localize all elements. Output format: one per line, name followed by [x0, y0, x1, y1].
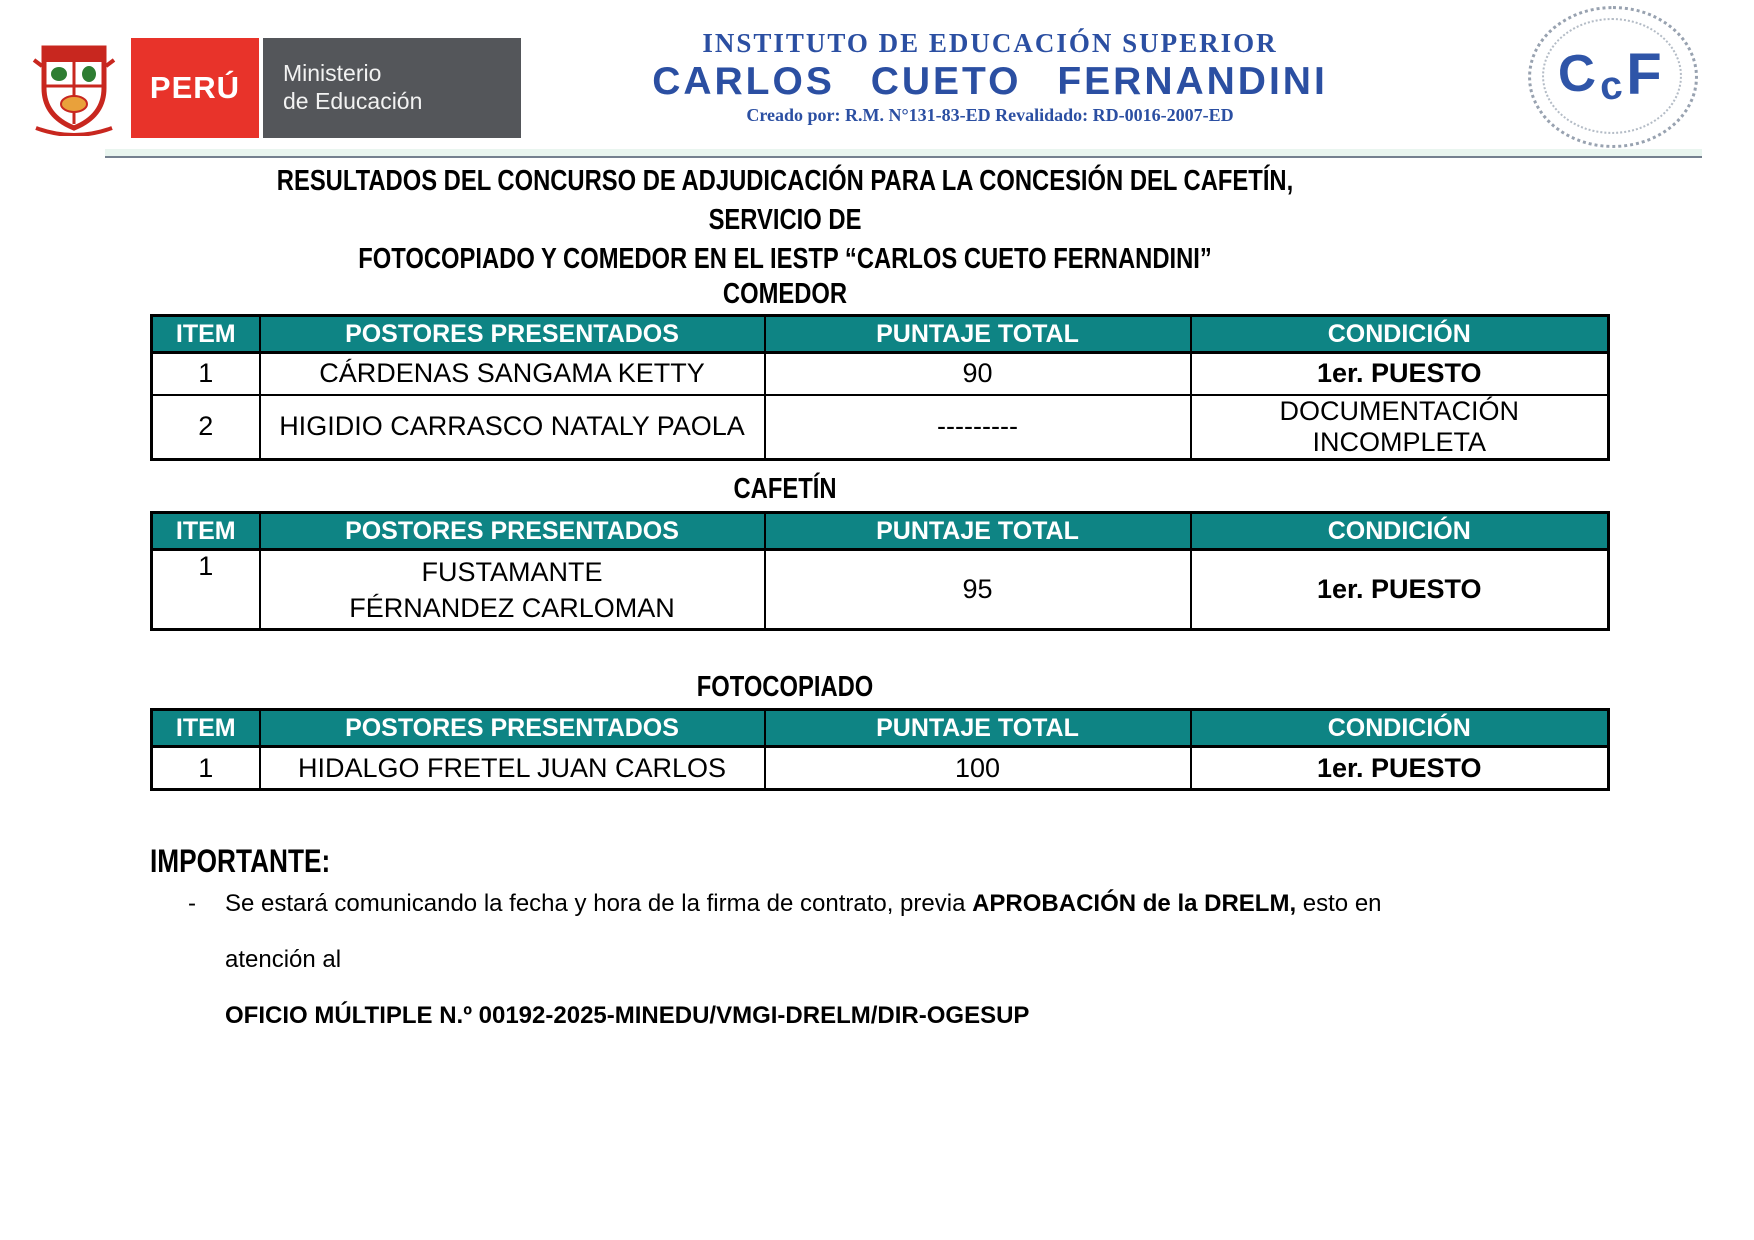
cell-puntaje: 100 [765, 747, 1191, 790]
col-postores: POSTORES PRESENTADOS [260, 513, 765, 550]
header-rule-highlight [105, 149, 1702, 156]
institute-name-line1: INSTITUTO DE EDUCACIÓN SUPERIOR [702, 28, 1278, 58]
institute-seal-icon [1528, 6, 1698, 148]
cell-item: 2 [152, 395, 260, 460]
ministry-line1: Ministerio [283, 60, 382, 86]
ministry-line2: de Educación [283, 88, 423, 114]
page-title [150, 162, 1420, 279]
table-row [152, 550, 1609, 630]
cell-puntaje: 90 [765, 353, 1191, 395]
cafetin-table [150, 511, 1610, 631]
cell-condicion: 1er. PUESTO [1191, 353, 1609, 395]
institute-name-line2: CARLOS CUETO FERNANDINI [652, 60, 1328, 103]
cell-condicion: 1er. PUESTO [1191, 747, 1609, 790]
table-row [152, 353, 1609, 395]
col-postores: POSTORES PRESENTADOS [260, 316, 765, 353]
page-title-line1: RESULTADOS DEL CONCURSO DE ADJUDICACIÓN PARA LA CONCESIÓN DEL CAFETÍN, SERVICIO DE [276, 165, 1294, 236]
institute-resolution-line: Creado por: R.M. N°131-83-ED Revalidado: RD-0016-2007-ED [746, 105, 1234, 125]
table-row [152, 395, 1609, 460]
cell-condicion: 1er. PUESTO [1191, 550, 1609, 630]
section-title-cafetin: CAFETÍN [733, 473, 837, 505]
seal-letters: C c F [1556, 41, 1662, 109]
institute-header [600, 28, 1380, 126]
section-title-comedor: COMEDOR [722, 278, 848, 310]
col-condicion: CONDICIÓN [1191, 513, 1609, 550]
header-rule [105, 156, 1702, 158]
col-postores: POSTORES PRESENTADOS [260, 710, 765, 747]
peru-coat-of-arms-icon [30, 40, 118, 136]
table-row [152, 747, 1609, 790]
importante-bullet [188, 876, 1458, 1044]
page-title-line2: FOTOCOPIADO Y COMEDOR EN EL IESTP “CARLOS CUETO FERNANDINI” [358, 243, 1212, 275]
col-puntaje: PUNTAJE TOTAL [765, 513, 1191, 550]
col-puntaje: PUNTAJE TOTAL [765, 316, 1191, 353]
bullet-line2: OFICIO MÚLTIPLE N.º 00192-2025-MINEDU/VMGI-DRELM/DIR-OGESUP [225, 1002, 1030, 1029]
cell-postor: FUSTAMANTE FÉRNANDEZ CARLOMAN [260, 550, 765, 630]
col-item: ITEM [152, 710, 260, 747]
fotocopiado-header-row [152, 710, 1609, 747]
cell-postor: HIGIDIO CARRASCO NATALY PAOLA [260, 395, 765, 460]
col-item: ITEM [152, 316, 260, 353]
cell-condicion: DOCUMENTACIÓN INCOMPLETA [1191, 395, 1609, 460]
cell-postor: CÁRDENAS SANGAMA KETTY [260, 353, 765, 395]
bullet-seg2: APROBACIÓN de la DRELM, [972, 890, 1297, 917]
cell-item: 1 [152, 353, 260, 395]
cafetin-header-row [152, 513, 1609, 550]
bullet-dash: - [188, 890, 196, 917]
bullet-seg3: esto en atención al [225, 890, 1382, 973]
cell-postor: HIDALGO FRETEL JUAN CARLOS [260, 747, 765, 790]
col-condicion: CONDICIÓN [1191, 710, 1609, 747]
importante-heading: IMPORTANTE: [150, 843, 331, 879]
cell-item: 1 [152, 550, 260, 630]
cell-item: 1 [152, 747, 260, 790]
fotocopiado-table [150, 708, 1610, 791]
col-puntaje: PUNTAJE TOTAL [765, 710, 1191, 747]
section-title-fotocopiado: FOTOCOPIADO [696, 671, 874, 703]
bullet-seg1: Se estará comunicando la fecha y hora de la firma de contrato, previa [225, 890, 973, 917]
peru-brand-block [131, 38, 259, 138]
ministry-block [263, 38, 521, 138]
bullet-text [225, 876, 1458, 1044]
peru-brand-label: PERÚ [149, 70, 241, 105]
col-item: ITEM [152, 513, 260, 550]
cell-puntaje: 95 [765, 550, 1191, 630]
comedor-table [150, 314, 1610, 461]
cell-puntaje: --------- [765, 395, 1191, 460]
comedor-header-row [152, 316, 1609, 353]
col-condicion: CONDICIÓN [1191, 316, 1609, 353]
